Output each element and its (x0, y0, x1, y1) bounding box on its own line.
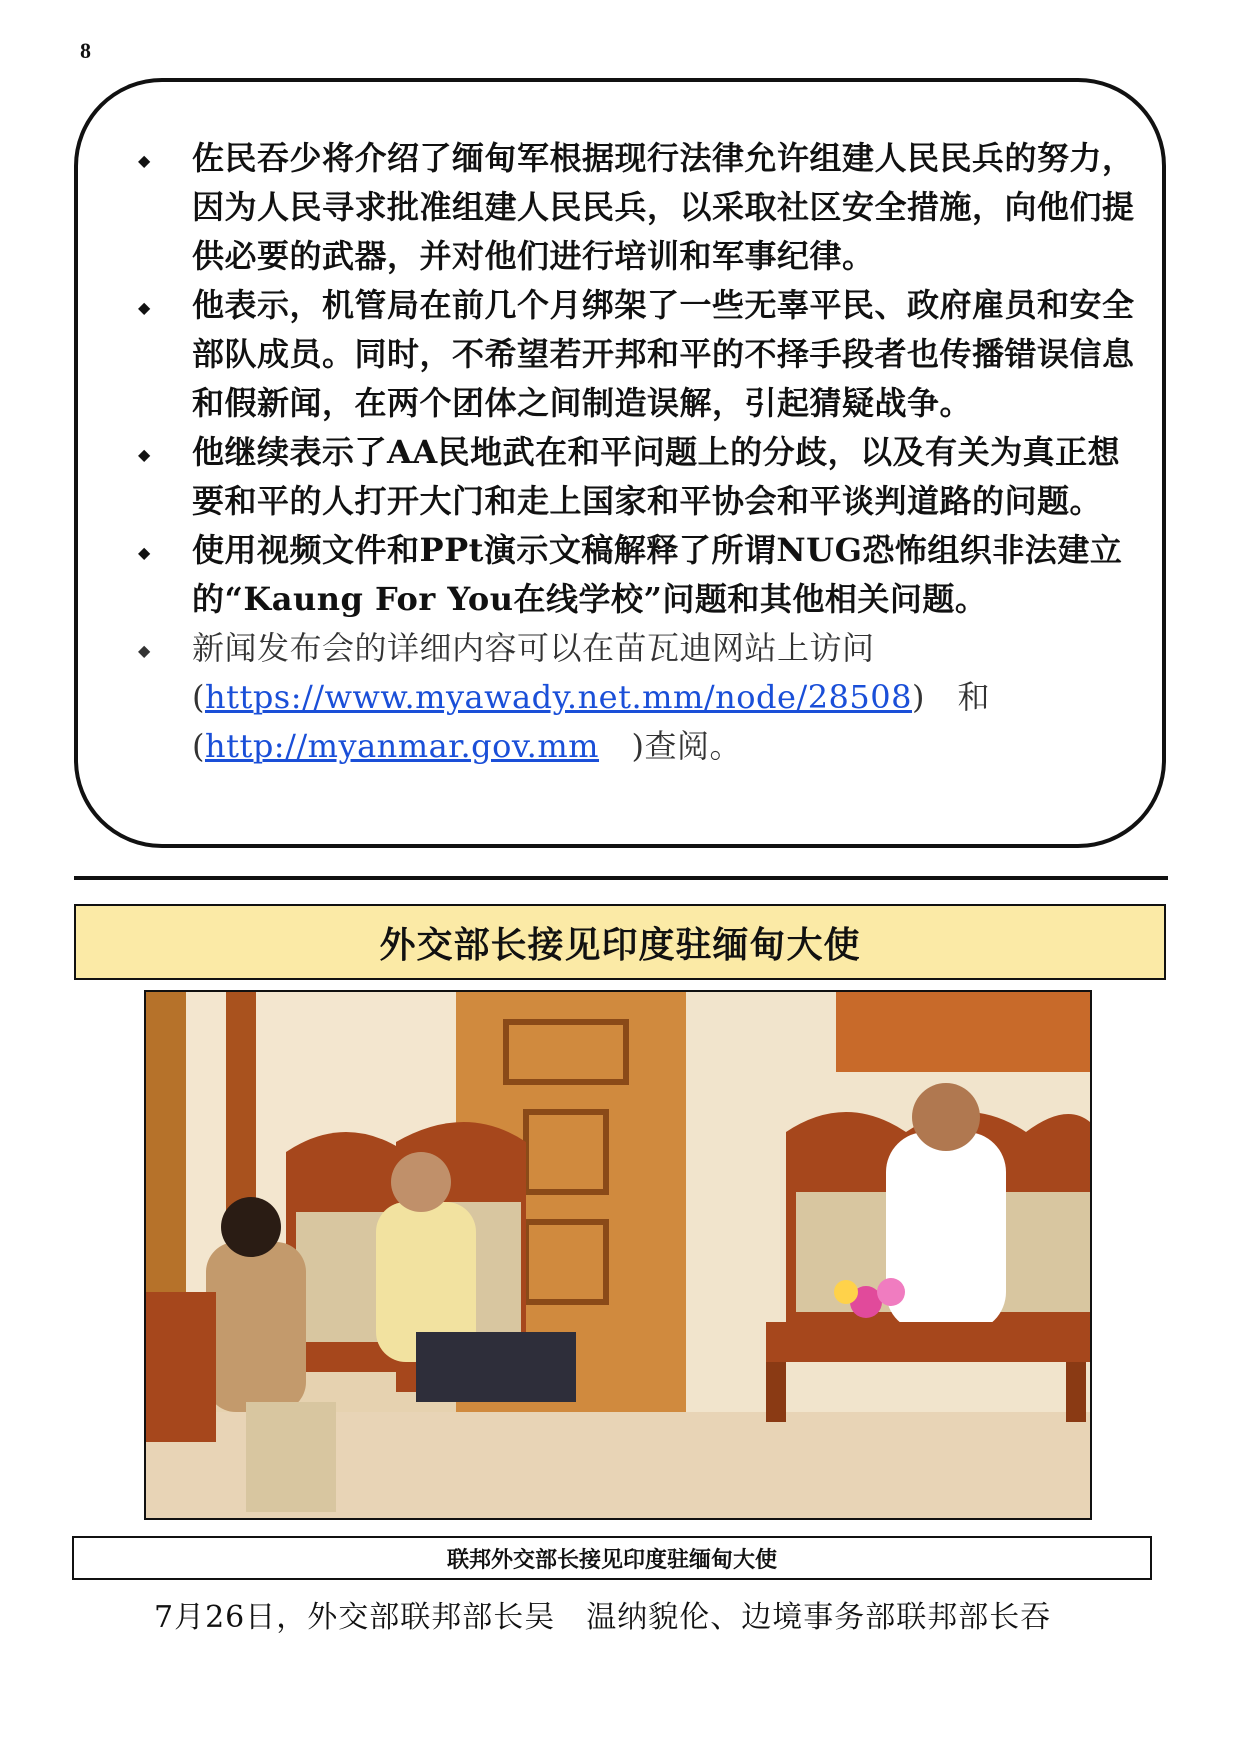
bullet-text: 使用视频文件和PPt演示文稿解释了所谓NUG恐怖组织非法建立的“Kaung For You在线学校”问题和其他相关问题。 (192, 531, 1123, 618)
myawady-link[interactable]: https://www.myawady.net.mm/node/28508 (204, 678, 912, 716)
bullet-diamond-icon: ◆ (138, 151, 151, 170)
bullet-item (130, 281, 1140, 428)
bullet-item (130, 526, 1140, 624)
bullet-text: 他表示，机管局在前几个月绑架了一些无辜平民、政府雇员和安全部队成员。同时，不希望若开邦和平的不择手段者也传播错误信息和假新闻，在两个团体之间制造误解，引起猜疑战争。 (192, 286, 1135, 422)
section-divider (74, 876, 1168, 880)
article-body-line: 7月26日，外交部联邦部长吴 温纳貌伦、边境事务部联邦部长吞 (154, 1600, 1052, 1635)
bullet-diamond-icon: ◆ (138, 641, 151, 660)
bullet-list (130, 134, 1140, 771)
meeting-photo (144, 990, 1092, 1520)
bullet-item (130, 134, 1140, 281)
bullet-text: 佐民吞少将介绍了缅甸军根据现行法律允许组建人民民兵的努力，因为人民寻求批准组建人民民兵，以采取社区安全措施，向他们提供必要的武器，并对他们进行培训和军事纪律。 (192, 139, 1135, 275)
photo-caption-box (72, 1536, 1152, 1580)
bullet-text: 他继续表示了AA民地武在和平问题上的分歧，以及有关为真正想要和平的人打开大门和走上国家和平协会和平谈判道路的问题。 (192, 433, 1121, 520)
link-intro-text: 新闻发布会的详细内容可以在苗瓦迪网站上访问( (192, 629, 875, 716)
section-title: 外交部长接见印度驻缅甸大使 (379, 923, 861, 966)
bullet-item (130, 428, 1140, 526)
section-title-bar (74, 904, 1166, 980)
bullet-diamond-icon: ◆ (138, 445, 151, 464)
bullet-item-links (130, 624, 1140, 771)
link-middle-text: ) 和( (192, 678, 990, 765)
myanmar-gov-link[interactable]: http://myanmar.gov.mm (204, 727, 600, 765)
page-number: 8 (80, 38, 91, 63)
bullet-diamond-icon: ◆ (138, 543, 151, 562)
photo-caption: 联邦外交部长接见印度驻缅甸大使 (446, 1546, 777, 1573)
link-suffix-text: )查阅。 (599, 727, 743, 765)
bullet-diamond-icon: ◆ (138, 298, 151, 317)
press-conference-summary-box (74, 78, 1166, 848)
